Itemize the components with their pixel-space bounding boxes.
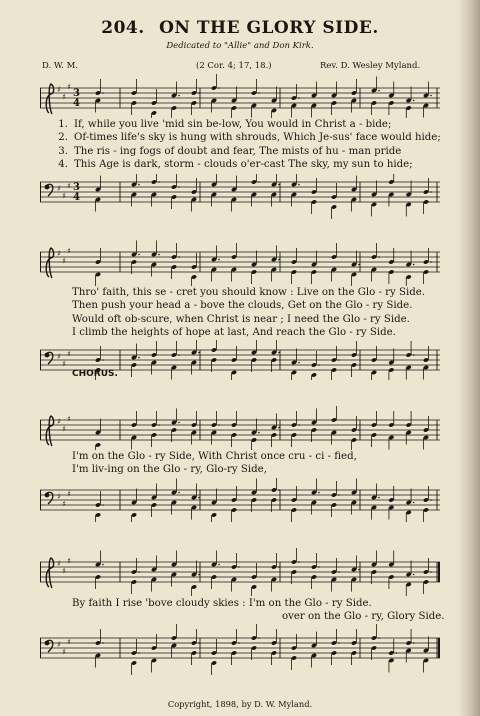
note-dot xyxy=(218,564,220,566)
music-staff-system-1-treble xyxy=(40,72,440,118)
note-dot xyxy=(218,87,220,89)
music-staff-system-2-treble xyxy=(40,238,440,286)
note-dot xyxy=(178,186,180,188)
hymn-title-text: ON THE GLORY SIDE. xyxy=(159,18,379,38)
note-dot xyxy=(178,422,180,424)
music-staff-chorus-2-bass xyxy=(40,624,440,676)
note-dot xyxy=(138,357,140,359)
sharp-icon: ♯ xyxy=(67,637,71,647)
sharp-icon: ♯ xyxy=(67,489,71,499)
note-dot xyxy=(102,359,104,361)
note-dot xyxy=(378,637,380,639)
lyric-line: I climb the heights of hope at last, And reach the Glo - ry Side. xyxy=(72,326,396,338)
lyric-line: I'm liv-ing on the Glo - ry, Glo-ry Side, xyxy=(72,464,267,476)
chorus-lyrics-block-b xyxy=(72,597,462,624)
lyric-line: 3. The ris - ing fogs of doubt and fear, The mists of hu - man pride xyxy=(58,145,402,157)
note-dot xyxy=(138,184,140,186)
note-dot xyxy=(338,642,340,644)
sharp-icon: ♯ xyxy=(67,556,71,566)
sharp-icon: ♯ xyxy=(62,359,66,369)
note-dot xyxy=(358,264,360,266)
note-dot xyxy=(278,184,280,186)
copyright-notice: Copyright, 1898, by D. W. Myland. xyxy=(167,699,313,709)
note-dot xyxy=(430,191,432,193)
music-staff-chorus-1-bass xyxy=(40,478,440,522)
sharp-icon: ♯ xyxy=(62,256,66,266)
bass-clef-icon xyxy=(45,185,50,190)
note-dot xyxy=(198,92,200,94)
note-dot xyxy=(218,424,220,426)
note-dot xyxy=(338,494,340,496)
note-dot xyxy=(338,571,340,573)
note-dot xyxy=(413,100,415,102)
note-dot xyxy=(198,642,200,644)
time-signature: 4 xyxy=(73,98,80,109)
note-dot xyxy=(102,564,104,566)
note-dot xyxy=(430,261,432,263)
note-dot xyxy=(258,432,260,434)
author-credit: Rev. D. Wesley Myland. xyxy=(320,61,421,71)
note-dot xyxy=(102,92,104,94)
note-dot xyxy=(378,90,380,92)
bass-clef-icon xyxy=(45,641,50,646)
lyric-line: over on the Glo - ry, Glory Side. xyxy=(282,611,445,623)
time-signature: 3 xyxy=(73,182,80,193)
sharp-icon: ♯ xyxy=(57,85,61,94)
note-dot xyxy=(298,424,300,426)
lyric-line: Would oft ob-scure, when Christ is near ; I need the Glo - ry Side. xyxy=(72,313,410,325)
note-dot xyxy=(413,502,415,504)
note-dot xyxy=(430,499,432,501)
lyric-line: 2. Of-times life's sky is hung with shrouds, Which Je-sus' face would hide; xyxy=(58,132,441,144)
chorus-label: CHORUS. xyxy=(72,369,118,379)
lyric-line: Thro' faith, this se - cret you should know : Live on the Glo - ry Side. xyxy=(72,287,426,298)
note-dot xyxy=(298,561,300,563)
note-dot xyxy=(238,642,240,644)
note-dot xyxy=(318,364,320,366)
note-dot xyxy=(238,566,240,568)
note-dot xyxy=(378,256,380,258)
sharp-icon: ♯ xyxy=(67,181,71,191)
note-dot xyxy=(298,184,300,186)
verse-lyrics-block-b xyxy=(72,286,462,339)
sharp-icon: ♯ xyxy=(62,499,66,509)
sharp-icon: ♯ xyxy=(62,424,66,434)
note-dot xyxy=(138,652,140,654)
lyric-line: Then push your head a - bove the clouds, Get on the Glo - ry Side. xyxy=(72,300,413,312)
bass-clef-icon xyxy=(45,353,50,358)
note-dot xyxy=(158,424,160,426)
treble-clef-icon xyxy=(46,248,53,278)
note-dot xyxy=(378,497,380,499)
verse-lyrics-block-a xyxy=(50,118,440,171)
sharp-icon: ♯ xyxy=(62,647,66,657)
note-dot xyxy=(278,489,280,491)
note-dot xyxy=(138,571,140,573)
music-staff-chorus-2-treble xyxy=(40,546,440,596)
scripture-reference: (2 Cor. 4; 17, 18.) xyxy=(196,61,272,71)
hymn-number: 204. xyxy=(101,18,145,38)
note-dot xyxy=(102,504,104,506)
sharp-icon: ♯ xyxy=(67,82,71,92)
note-dot xyxy=(278,566,280,568)
note-dot xyxy=(298,97,300,99)
sharp-icon: ♯ xyxy=(62,191,66,201)
note-dot xyxy=(358,429,360,431)
lyric-line: I'm on the Glo - ry Side, With Christ once cru - ci - fied, xyxy=(72,451,357,462)
note-dot xyxy=(178,256,180,258)
note-dot xyxy=(178,354,180,356)
note-dot xyxy=(258,637,260,639)
lyric-line: 4. This Age is dark, storm - clouds o'er-cast The sky, my sun to hide; xyxy=(58,158,413,170)
note-dot xyxy=(102,642,104,644)
note-dot xyxy=(158,254,160,256)
treble-clef-icon xyxy=(46,416,53,446)
sharp-icon: ♯ xyxy=(57,352,61,361)
bass-clef-icon xyxy=(45,493,50,498)
dedication: Dedicated to "Allie" and Don Kirk. xyxy=(166,41,314,51)
note-dot xyxy=(430,571,432,573)
treble-clef-icon xyxy=(46,84,53,114)
note-dot xyxy=(413,264,415,266)
note-dot xyxy=(413,642,415,644)
note-dot xyxy=(278,427,280,429)
note-dot xyxy=(338,359,340,361)
note-dot xyxy=(278,259,280,261)
note-dot xyxy=(318,492,320,494)
note-dot xyxy=(198,497,200,499)
sharp-icon: ♯ xyxy=(57,417,61,426)
lyric-line: 1. If, while you live 'mid sin be-low, You would in Christ a - bide; xyxy=(58,119,392,130)
note-dot xyxy=(413,354,415,356)
sharp-icon: ♯ xyxy=(67,349,71,359)
note-dot xyxy=(218,259,220,261)
sharp-icon: ♯ xyxy=(67,414,71,424)
music-staff-chorus-1-treble xyxy=(40,404,440,450)
note-dot xyxy=(198,574,200,576)
sharp-icon: ♯ xyxy=(57,640,61,649)
music-staff-system-1-bass xyxy=(40,174,440,236)
note-dot xyxy=(178,492,180,494)
note-dot xyxy=(358,569,360,571)
sharp-icon: ♯ xyxy=(57,249,61,258)
sharp-icon: ♯ xyxy=(57,184,61,193)
note-dot xyxy=(430,95,432,97)
lyric-line: By faith I rise 'bove cloudy skies : I'm on the Glo - ry Side. xyxy=(72,598,372,609)
note-dot xyxy=(138,254,140,256)
note-dot xyxy=(278,352,280,354)
note-dot xyxy=(298,362,300,364)
sharp-icon: ♯ xyxy=(62,92,66,102)
note-dot xyxy=(158,181,160,183)
note-dot xyxy=(258,92,260,94)
note-dot xyxy=(318,566,320,568)
treble-clef-icon xyxy=(46,558,53,588)
sharp-icon: ♯ xyxy=(57,559,61,568)
hymn-title xyxy=(0,18,480,38)
sharp-icon: ♯ xyxy=(62,566,66,576)
sharp-icon: ♯ xyxy=(67,246,71,256)
time-signature: 3 xyxy=(73,88,80,99)
note-dot xyxy=(396,652,398,654)
note-dot xyxy=(178,95,180,97)
chorus-lyrics-block-a xyxy=(72,450,462,477)
time-signature: 4 xyxy=(73,192,80,203)
sharp-icon: ♯ xyxy=(57,492,61,501)
note-dot xyxy=(413,574,415,576)
note-dot xyxy=(258,181,260,183)
note-dot xyxy=(198,352,200,354)
composer-initials: D. W. M. xyxy=(42,61,78,71)
